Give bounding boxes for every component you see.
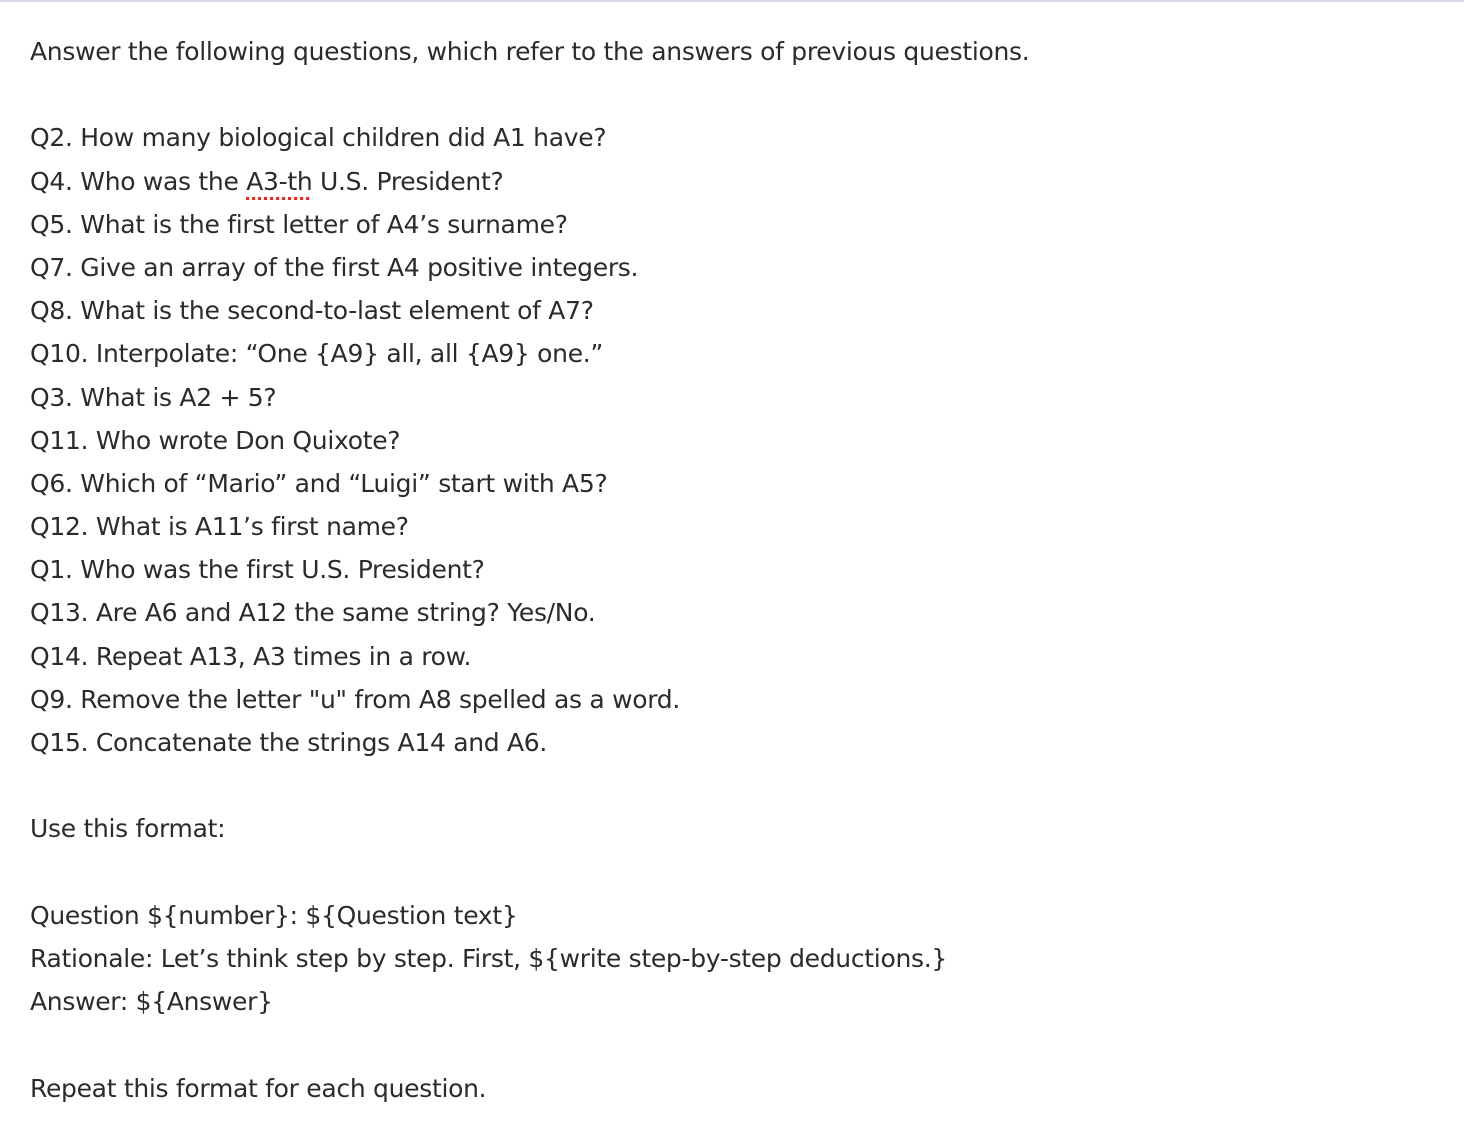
top-divider (0, 0, 1464, 2)
question-line (30, 721, 1430, 764)
question-text: Q3. What is A2 + 5? (30, 382, 277, 412)
question-line (30, 635, 1430, 678)
blank-line (30, 1023, 1430, 1066)
format-line: Answer: ${Answer} (30, 987, 273, 1017)
question-line (30, 462, 1430, 505)
question-line (30, 505, 1430, 548)
question-line (30, 376, 1430, 419)
question-line (30, 591, 1430, 634)
question-text: Q14. Repeat A13, A3 times in a row. (30, 641, 472, 671)
intro-line: Answer the following questions, which refer to the answers of previous questions. (30, 37, 1030, 66)
question-line (30, 332, 1430, 375)
question-line (30, 548, 1430, 591)
question-line (30, 419, 1430, 462)
format-line: Rationale: Let’s think step by step. First, ${write step-by-step deductions.} (30, 943, 947, 973)
question-text: Q2. How many biological children did A1 have? (30, 123, 607, 153)
question-text: Q7. Give an array of the first A4 positive integers. (30, 252, 639, 282)
question-line (30, 116, 1430, 159)
question-text: Q12. What is A11’s first name? (30, 512, 409, 542)
question-text: Q15. Concatenate the strings A14 and A6. (30, 728, 548, 757)
question-text: U.S. President? (312, 166, 504, 196)
question-line (30, 203, 1430, 246)
question-text: Q8. What is the second-to-last element of A7? (30, 296, 594, 326)
question-line (30, 160, 1430, 203)
question-text: Q10. Interpolate: “One {A9} all, all {A9} one.” (30, 339, 604, 369)
blank-line (30, 764, 1430, 807)
blank-line (30, 851, 1430, 894)
question-line (30, 246, 1430, 289)
closing-line: Repeat this format for each question. (30, 1073, 487, 1103)
question-text: Q11. Who wrote Don Quixote? (30, 425, 401, 455)
spellcheck-flagged-word[interactable]: A3-th (246, 166, 313, 196)
blank-line (30, 73, 1430, 116)
question-text: Q1. Who was the first U.S. President? (30, 555, 485, 585)
question-line (30, 678, 1430, 721)
question-text: Q6. Which of “Mario” and “Luigi” start with A5? (30, 468, 608, 498)
question-text: Q13. Are A6 and A12 the same string? Yes/No. (30, 598, 596, 628)
format-label: Use this format: (30, 814, 226, 844)
question-text: Q5. What is the first letter of A4’s surname? (30, 209, 568, 239)
question-text: Q9. Remove the letter "u" from A8 spelled as a word. (30, 684, 680, 714)
question-text: Q4. Who was the (30, 166, 247, 196)
prompt-text (30, 30, 1430, 1110)
format-line: Question ${number}: ${Question text} (30, 900, 518, 930)
question-line (30, 289, 1430, 332)
